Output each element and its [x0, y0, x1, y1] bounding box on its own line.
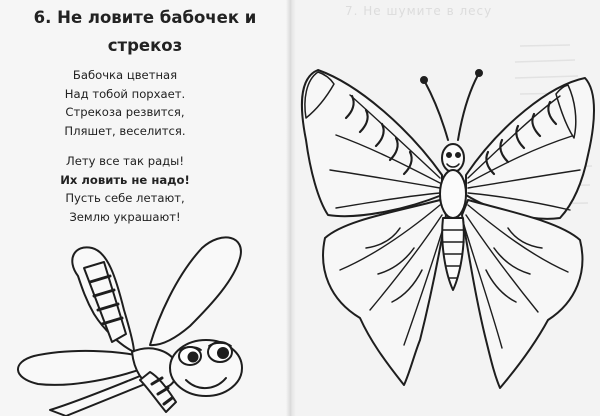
- title-line-1: 6. Не ловите бабочек и: [33, 8, 257, 27]
- poem-line: Пляшет, веселится.: [64, 123, 186, 138]
- title-line-2: стрекоз: [107, 36, 183, 55]
- poem-line: Над тобой порхает.: [64, 86, 186, 101]
- poem-line: Стрекоза резвится,: [65, 105, 185, 119]
- poem-line-emphasis: Их ловить не надо!: [60, 172, 190, 187]
- poem-line: Пусть себе летают,: [65, 191, 185, 205]
- poem-line: Землю украшают!: [69, 209, 181, 224]
- poem-line: Бабочка цветная: [72, 68, 178, 82]
- poem-line: Лету все так рады!: [65, 154, 184, 168]
- bleed-through-heading: 7. Не шумите в лесу: [345, 4, 493, 18]
